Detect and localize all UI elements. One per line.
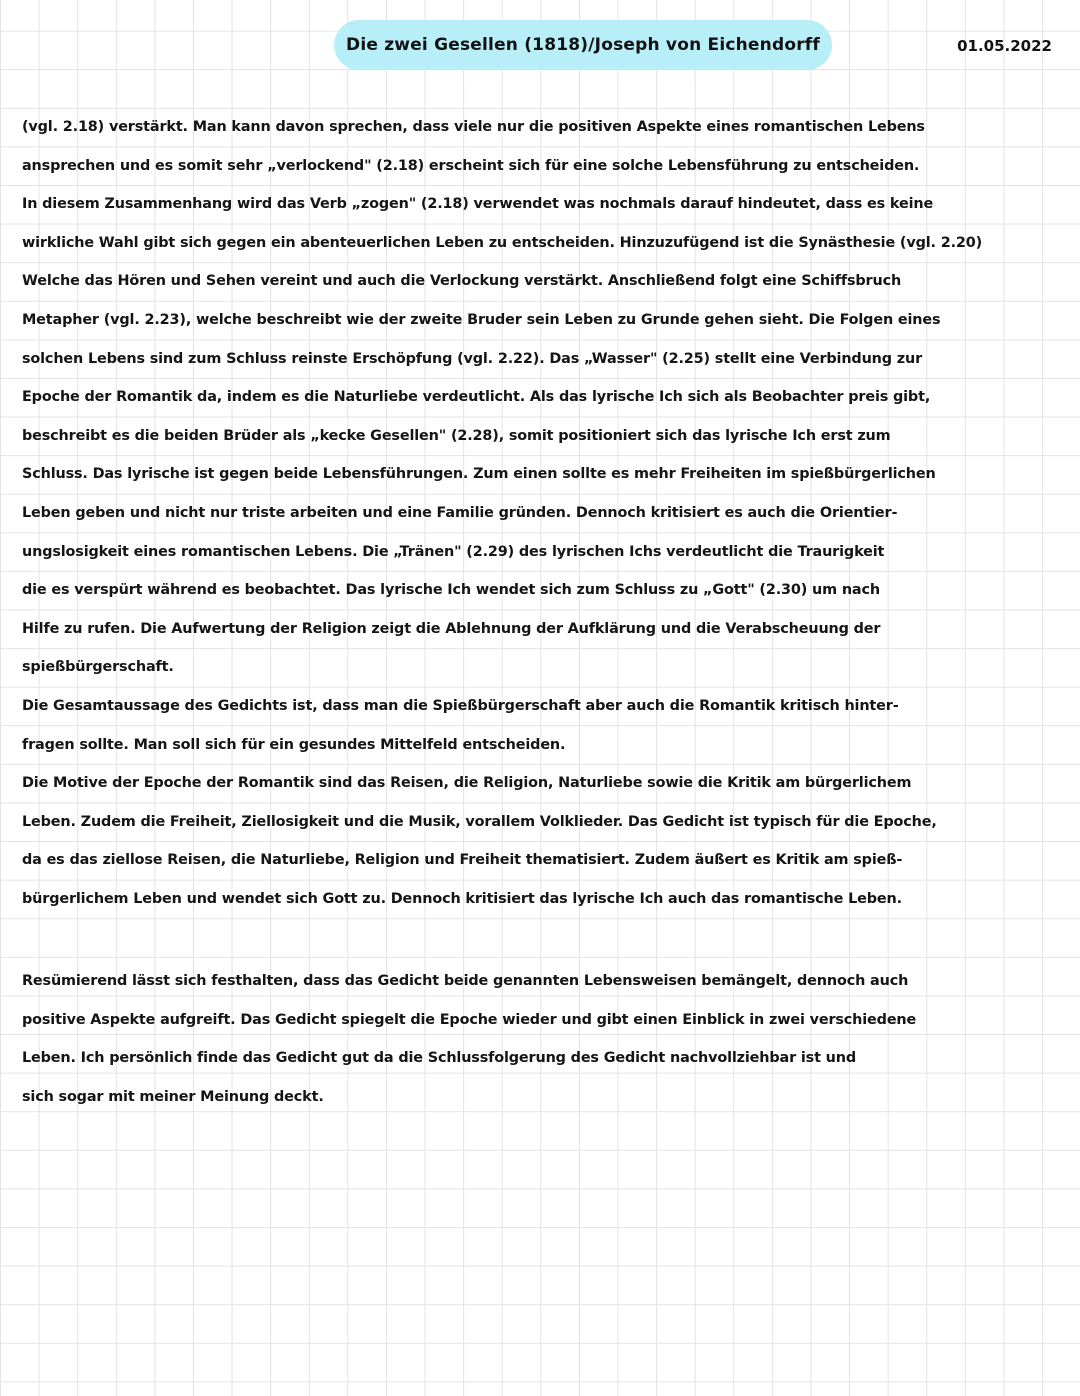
text-line: (vgl. 2.18) verstärkt. Man kann davon sprechen, dass viele nur die positiven Aspekte eines romantischen Lebens (22, 119, 925, 135)
text-line: Hilfe zu rufen. Die Aufwertung der Religion zeigt die Ablehnung der Aufklärung und die Verabscheuung der (22, 620, 881, 637)
text-line: spießbürgerschaft. (22, 659, 174, 676)
text-line: fragen sollte. Man soll sich für ein gesundes Mittelfeld entscheiden. (22, 736, 566, 753)
text-line: bürgerlichem Leben und wendet sich Gott zu. Dennoch kritisiert das lyrische Ich auch das romantische Leben. (22, 890, 902, 907)
page-title: Die zwei Gesellen (1818)/Joseph von Eichendorff (334, 20, 832, 70)
date-label: 01.05.2022 (957, 37, 1052, 55)
text-line: ansprechen und es somit sehr „verlockend" (2.18) erscheint sich für eine solche Lebensführung zu entscheiden. (22, 157, 920, 174)
text-line: Leben. Ich persönlich finde das Gedicht gut da die Schlussfolgerung des Gedicht nachvollziehbar ist und (22, 1050, 857, 1067)
text-line: Leben geben und nicht nur triste arbeiten und eine Familie gründen. Dennoch kritisiert es auch die Orientier- (22, 504, 898, 521)
text-line: Die Motive der Epoche der Romantik sind das Reisen, die Religion, Naturliebe sowie die Kritik am bürgerlichem (22, 775, 912, 792)
text-line: beschreibt es die beiden Brüder als „kecke Gesellen" (2.28), somit positioniert sich das lyrische Ich erst zum (22, 427, 891, 444)
text-line: Die Gesamtaussage des Gedichts ist, dass man die Spießbürgerschaft aber auch die Romantik kritisch hinter- (22, 697, 899, 714)
text-line: In diesem Zusammenhang wird das Verb „zogen" (2.18) verwendet was nochmals darauf hindeutet, dass es keine (22, 196, 934, 213)
text-line: da es das ziellose Reisen, die Naturliebe, Religion und Freiheit thematisiert. Zudem äußert es Kritik am spieß- (22, 852, 903, 869)
conclusion-paragraph (22, 962, 1062, 1116)
text-line: Epoche der Romantik da, indem es die Naturliebe verdeutlicht. Als das lyrische Ich sich als Beobachter preis gibt, (22, 389, 931, 406)
text-line: solchen Lebens sind zum Schluss reinste Erschöpfung (vgl. 2.22). Das „Wasser" (2.25) stellt eine Verbindung zur (22, 350, 923, 367)
text-line: Leben. Zudem die Freiheit, Ziellosigkeit und die Musik, vorallem Volklieder. Das Gedicht ist typisch für die Epoche, (22, 813, 937, 830)
text-line: Welche das Hören und Sehen vereint und auch die Verlockung verstärkt. Anschließend folgt eine Schiffsbruch (22, 273, 902, 290)
text-line: die es verspürt während es beobachtet. Das lyrische Ich wendet sich zum Schluss zu „Gott" (2.30) um nach (22, 582, 880, 599)
text-line: positive Aspekte aufgreift. Das Gedicht spiegelt die Epoche wieder und gibt einen Einblick in zwei verschiedene (22, 1011, 917, 1028)
essay-body (22, 108, 1062, 918)
text-line: Resümierend lässt sich festhalten, dass das Gedicht beide genannten Lebensweisen bemängelt, dennoch auch (22, 973, 909, 989)
text-line: sich sogar mit meiner Meinung deckt. (22, 1088, 324, 1105)
text-line: Schluss. Das lyrische ist gegen beide Lebensführungen. Zum einen sollte es mehr Freiheiten im spießbürgerlichen (22, 466, 936, 483)
text-line: Metapher (vgl. 2.23), welche beschreibt wie der zweite Bruder sein Leben zu Grunde gehen sieht. Die Folgen eines (22, 311, 941, 328)
text-line: ungslosigkeit eines romantischen Lebens. Die „Tränen" (2.29) des lyrischen Ichs verdeutlicht die Traurigkeit (22, 543, 885, 560)
text-line: wirkliche Wahl gibt sich gegen ein abenteuerlichen Leben zu entscheiden. Hinzuzufügend ist die Synästhesie (vgl. 2.20) (22, 234, 983, 251)
